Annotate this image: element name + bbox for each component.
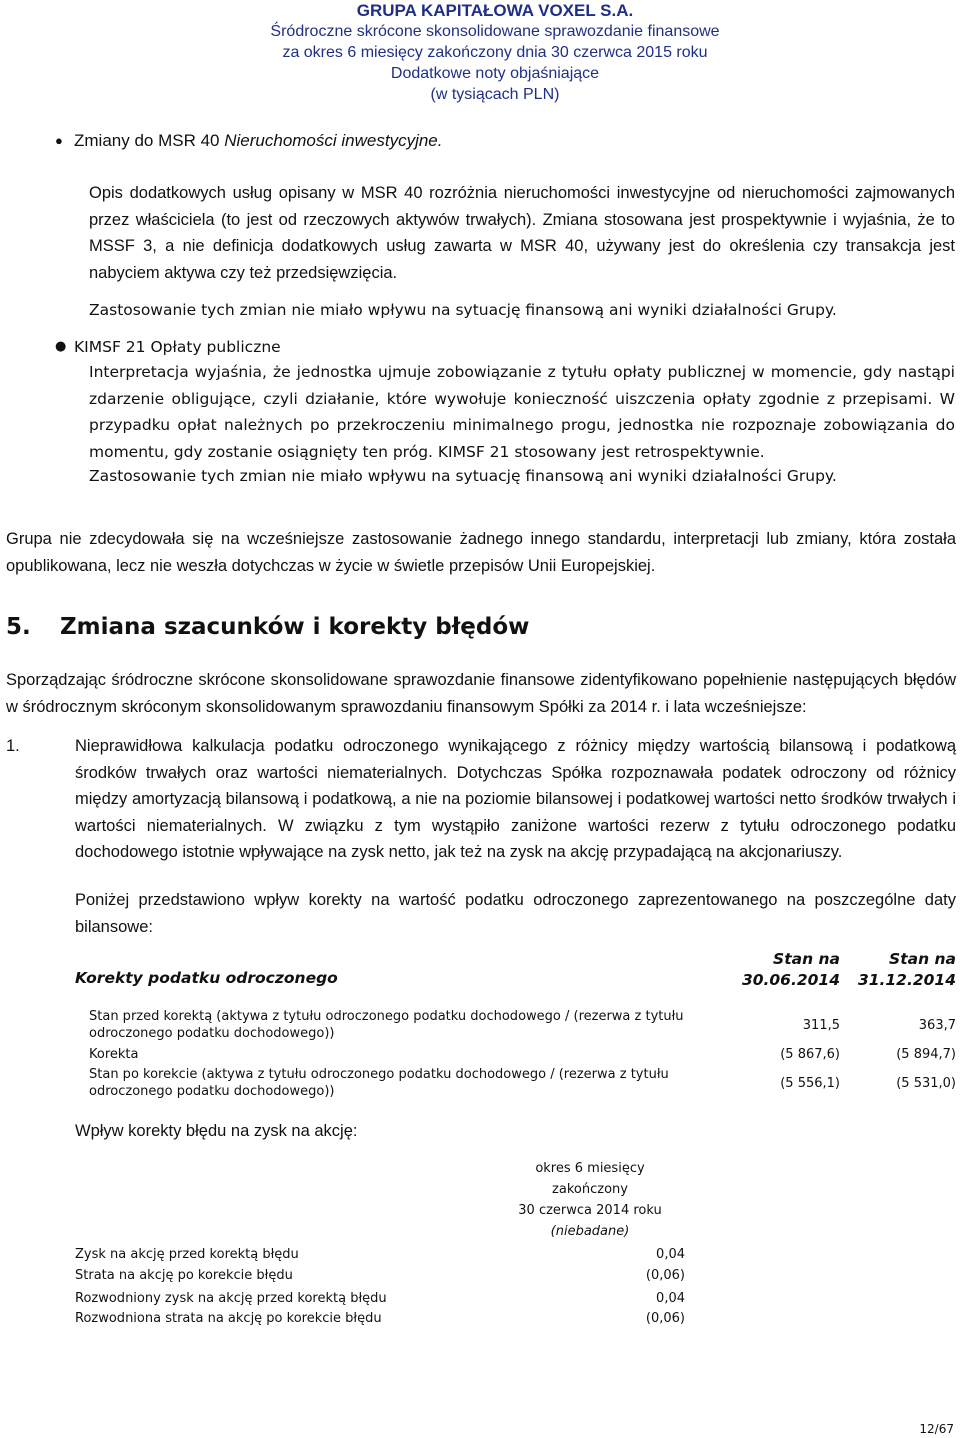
grupa-paragraph: Grupa nie zdecydowała się na wcześniejsze zastosowanie żadnego innego standardu, interpretacji lub zmiany, która została opublikowana, lecz nie weszła dotychczas w życie w świetle przepisów Unii Europejskiej. [6, 530, 956, 575]
table-cell: (0,06) [645, 1268, 685, 1283]
col-header-line: (niebadane) [550, 1224, 630, 1239]
header-line-3: Dodatkowe noty objaśniające [390, 65, 600, 82]
table-cell: (5 894,7) [896, 1047, 956, 1062]
document-header [0, 0, 960, 105]
table-row-label: Zysk na akcję przed korektą błędu [75, 1247, 299, 1262]
list-item-number: 1. [6, 737, 20, 755]
table-row-label: Stan po korekcie (aktywa z tytułu odroczonego podatku dochodowego / (rezerwa z tytułu odroczonego podatku dochodowego)) [89, 1067, 669, 1099]
table-cell: 363,7 [918, 1018, 956, 1033]
table-cell: (5 867,6) [780, 1047, 840, 1062]
eps-col-header [500, 1158, 680, 1242]
table-cell: 0,04 [656, 1291, 685, 1306]
eps-table-title: Wpływ korekty błędu na zysk na akcję: [75, 1122, 358, 1140]
bullet-msr40-italic: Nieruchomości inwestycyjne. [224, 131, 443, 150]
bullet-msr40-paragraph: Opis dodatkowych usług opisany w MSR 40 rozróżnia nieruchomości inwestycyjne od nieruchomości zajmowanych przez właściciela (to jest od rzeczowych aktywów trwałych). Zmiana stosowana jest prospektywnie i wyjaśnia, że to MSSF 3, a nie definicja dodatkowych usług zawarta w MSR 40, używany jest do określenia czy transakcja jest nabyciem aktywa czy też przedsięwzięcia. [89, 184, 955, 282]
bullet-msr40-prefix: Zmiany do MSR 40 [74, 131, 225, 150]
col-header-line: 31.12.2014 [857, 971, 956, 989]
bullet-kimsf21-label: KIMSF 21 Opłaty publiczne [74, 338, 281, 356]
deferred-col2-header [856, 949, 956, 991]
bullet-icon: ● [55, 339, 67, 354]
table-cell: (5 556,1) [780, 1076, 840, 1091]
deferred-table-title: Korekty podatku odroczonego [75, 969, 338, 987]
bullet-msr40-impact: Zastosowanie tych zmian nie miało wpływu na sytuację finansową ani wyniki działalności Grupy. [89, 301, 837, 319]
section-number: 5. [6, 614, 31, 640]
page-number: 12/67 [919, 1422, 954, 1436]
col-header-line: zakończony [552, 1182, 628, 1197]
header-line-1: Śródroczne skrócone skonsolidowane sprawozdanie finansowe [270, 23, 720, 40]
section-intro: Sporządzając śródroczne skrócone skonsolidowane sprawozdanie finansowe zidentyfikowano popełnienie następujących błędów w śródrocznym skróconym skonsolidowanym sprawozdaniu finansowym Spółki za 2014 r. i lata wcześniejsze: [6, 671, 956, 716]
table-cell: 0,04 [656, 1247, 685, 1262]
bullet-msr40-title [55, 128, 874, 154]
col-header-line: okres 6 miesięcy [535, 1161, 645, 1176]
col-header-line: Stan na [773, 950, 840, 968]
bullet-kimsf21-paragraph: Interpretacja wyjaśnia, że jednostka ujmuje zobowiązanie z tytułu opłaty publicznej w momencie, gdy nastąpi zdarzenie obligujące, czyli działanie, które wywołuje konieczność uiszczenia opłaty zgodnie z przepisami. W przypadku opłat należnych po przekroczeniu minimalnego progu, jednostka nie rozpoznaje zobowiązania do momentu, gdy zostanie osiągnięty ten próg. KIMSF 21 stosowany jest retrospektywnie. [89, 363, 955, 461]
list-item-followup: Poniżej przedstawiono wpływ korekty na wartość podatku odroczonego zaprezentowanego na poszczególne daty bilansowe: [75, 891, 956, 936]
table-cell: 311,5 [802, 1018, 840, 1033]
deferred-col1-header [740, 949, 840, 991]
header-line-4: (w tysiącach PLN) [430, 86, 560, 103]
table-cell: (0,06) [645, 1311, 685, 1326]
col-header-line: 30 czerwca 2014 roku [518, 1203, 662, 1218]
list-item-text: Nieprawidłowa kalkulacja podatku odroczonego wynikającego z różnicy między wartością bilansową i podatkową środków trwałych oraz wartości niematerialnych. Dotychczas Spółka rozpoznawała podatek odroczony od różnicy między amortyzacją bilansową i podatkową, a nie na poziomie bilansowej i podatkowej wartości netto środków trwałych i wartości niematerialnych. W związku z tym wystąpiło zaniżone wartości rezerw z tytułu odroczonego podatku dochodowego istotnie wpływające na zysk netto, jak też na zysk na akcję przypadającą na akcjonariuszy. [75, 737, 956, 861]
table-row-label: Rozwodniona strata na akcję po korekcie błędu [75, 1311, 382, 1326]
table-row-label: Rozwodniony zysk na akcję przed korektą błędu [75, 1291, 387, 1306]
col-header-line: 30.06.2014 [741, 971, 840, 989]
header-line-2: za okres 6 miesięcy zakończony dnia 30 czerwca 2015 roku [282, 44, 708, 61]
table-row-label: Korekta [89, 1047, 139, 1062]
table-row-label: Stan przed korektą (aktywa z tytułu odroczonego podatku dochodowego / (rezerwa z tytułu odroczonego podatku dochodowego)) [89, 1009, 684, 1041]
table-row-label: Strata na akcję po korekcie błędu [75, 1268, 293, 1283]
section-heading [6, 614, 906, 640]
bullet-kimsf21-title [55, 334, 874, 360]
section-title: Zmiana szacunków i korekty błędów [60, 614, 530, 640]
company-name: GRUPA KAPITAŁOWA VOXEL S.A. [356, 1, 634, 20]
table-cell: (5 531,0) [896, 1076, 956, 1091]
col-header-line: Stan na [889, 950, 956, 968]
bullet-kimsf21-impact: Zastosowanie tych zmian nie miało wpływu na sytuację finansową ani wyniki działalności Grupy. [89, 467, 837, 485]
bullet-icon: ● [55, 133, 63, 148]
